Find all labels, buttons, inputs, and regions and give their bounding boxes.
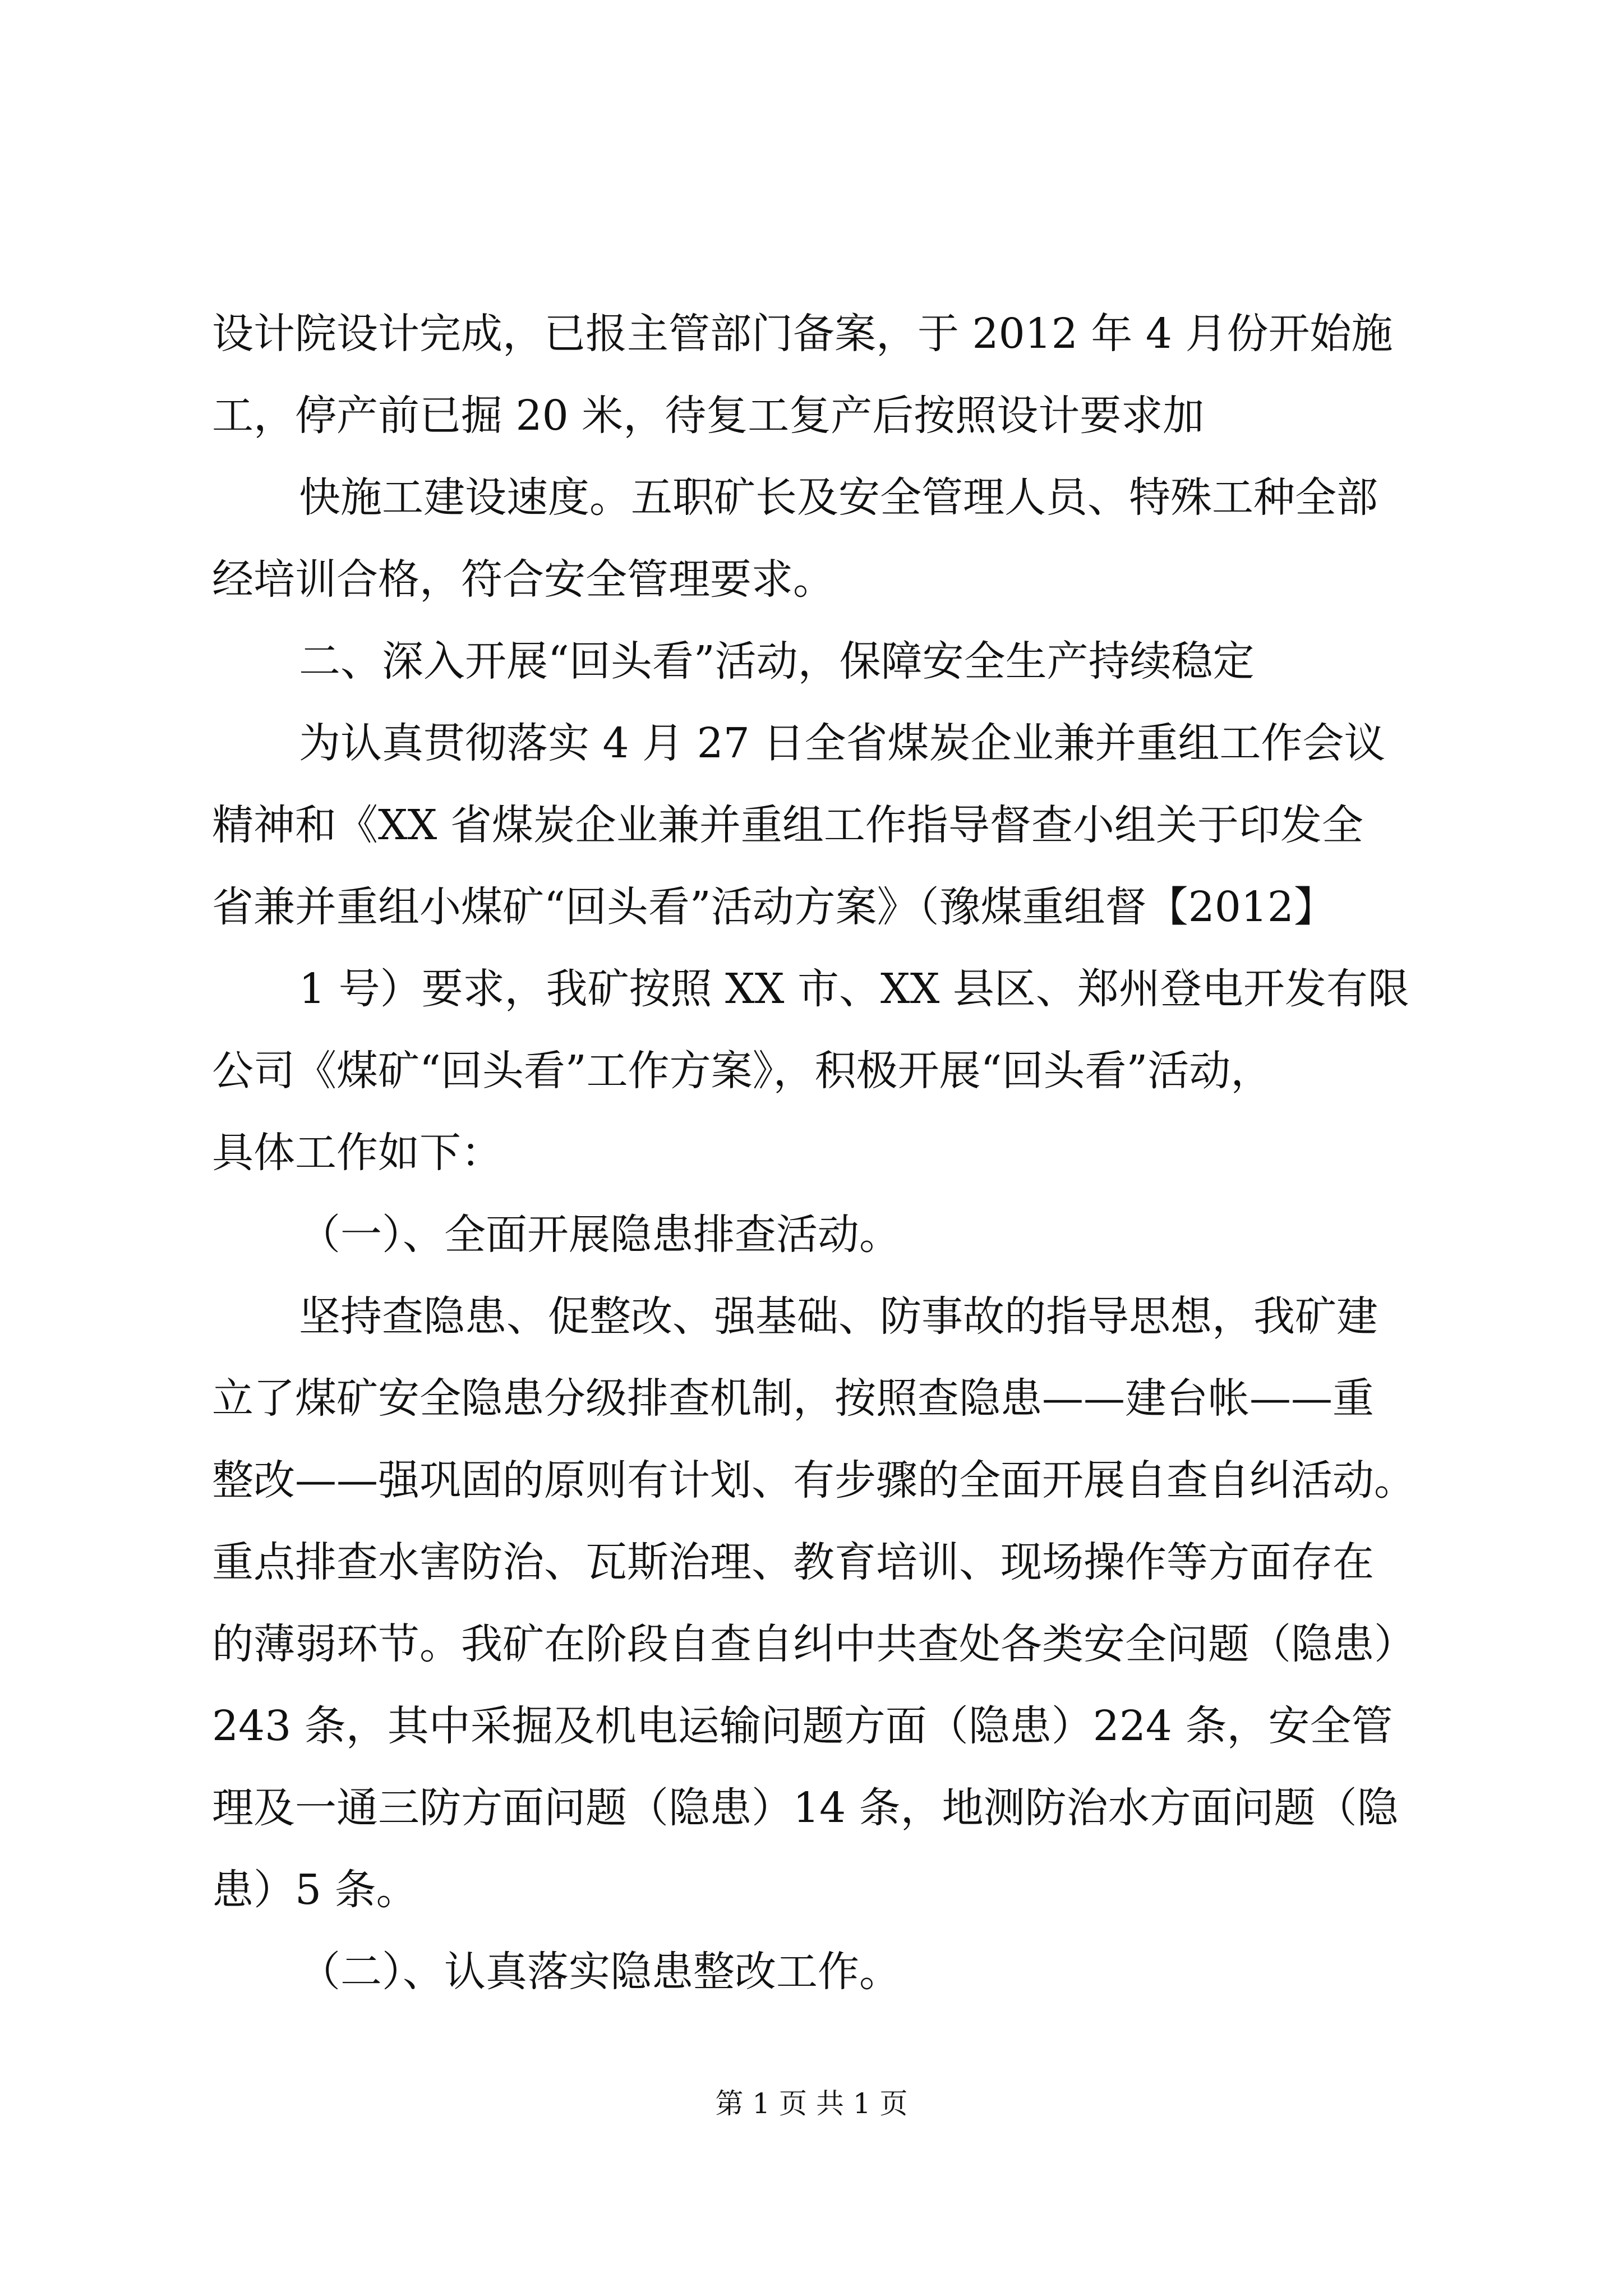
text-line: 的薄弱环节。我矿在阶段自查自纠中共查处各类安全问题（隐患） [212,1620,1415,1668]
text-line: 1 号）要求，我矿按照 XX 市、XX 县区、郑州登电开发有限 [299,965,1409,1013]
text-line: 省兼并重组小煤矿“回头看”活动方案》（豫煤重组督【2012】 [212,883,1335,931]
subsection-heading: （一）、全面开展隐患排查活动。 [299,1211,901,1259]
text-line: 快施工建设速度。五职矿长及安全管理人员、特殊工种全部 [299,473,1378,522]
text-line: 243 条，其中采掘及机电运输问题方面（隐患）224 条，安全管 [212,1702,1393,1750]
section-heading: 二、深入开展“回头看”活动，保障安全生产持续稳定 [299,637,1255,685]
text-line: 理及一通三防方面问题（隐患）14 条，地测防治水方面问题（隐 [212,1784,1399,1832]
text-line: 设计院设计完成，已报主管部门备案，于 2012 年 4 月份开始施 [212,310,1393,358]
text-line: 重点排查水害防治、瓦斯治理、教育培训、现场操作等方面存在 [212,1538,1374,1586]
text-line: 坚持查隐患、促整改、强基础、防事故的指导思想，我矿建 [299,1292,1378,1341]
page-footer: 第 1 页 共 1 页 [715,2087,908,2120]
text-line: 公司《煤矿“回头看”工作方案》，积极开展“回头看”活动， [212,1047,1272,1095]
text-line: 立了煤矿安全隐患分级排查机制，按照查隐患——建台帐——重 [212,1374,1374,1423]
text-line: 整改——强巩固的原则有计划、有步骤的全面开展自查自纠活动。 [212,1456,1415,1504]
text-line: 工，停产前已掘 20 米，待复工复产后按照设计要求加 [212,392,1205,440]
subsection-heading: （二）、认真落实隐患整改工作。 [299,1948,901,1996]
text-line: 经培训合格，符合安全管理要求。 [212,555,834,604]
text-line: 精神和《XX 省煤炭企业兼并重组工作指导督查小组关于印发全 [212,801,1363,849]
text-line: 患）5 条。 [212,1866,418,1914]
text-line: 具体工作如下： [212,1129,502,1177]
text-line: 为认真贯彻落实 4 月 27 日全省煤炭企业兼并重组工作会议 [299,719,1386,767]
